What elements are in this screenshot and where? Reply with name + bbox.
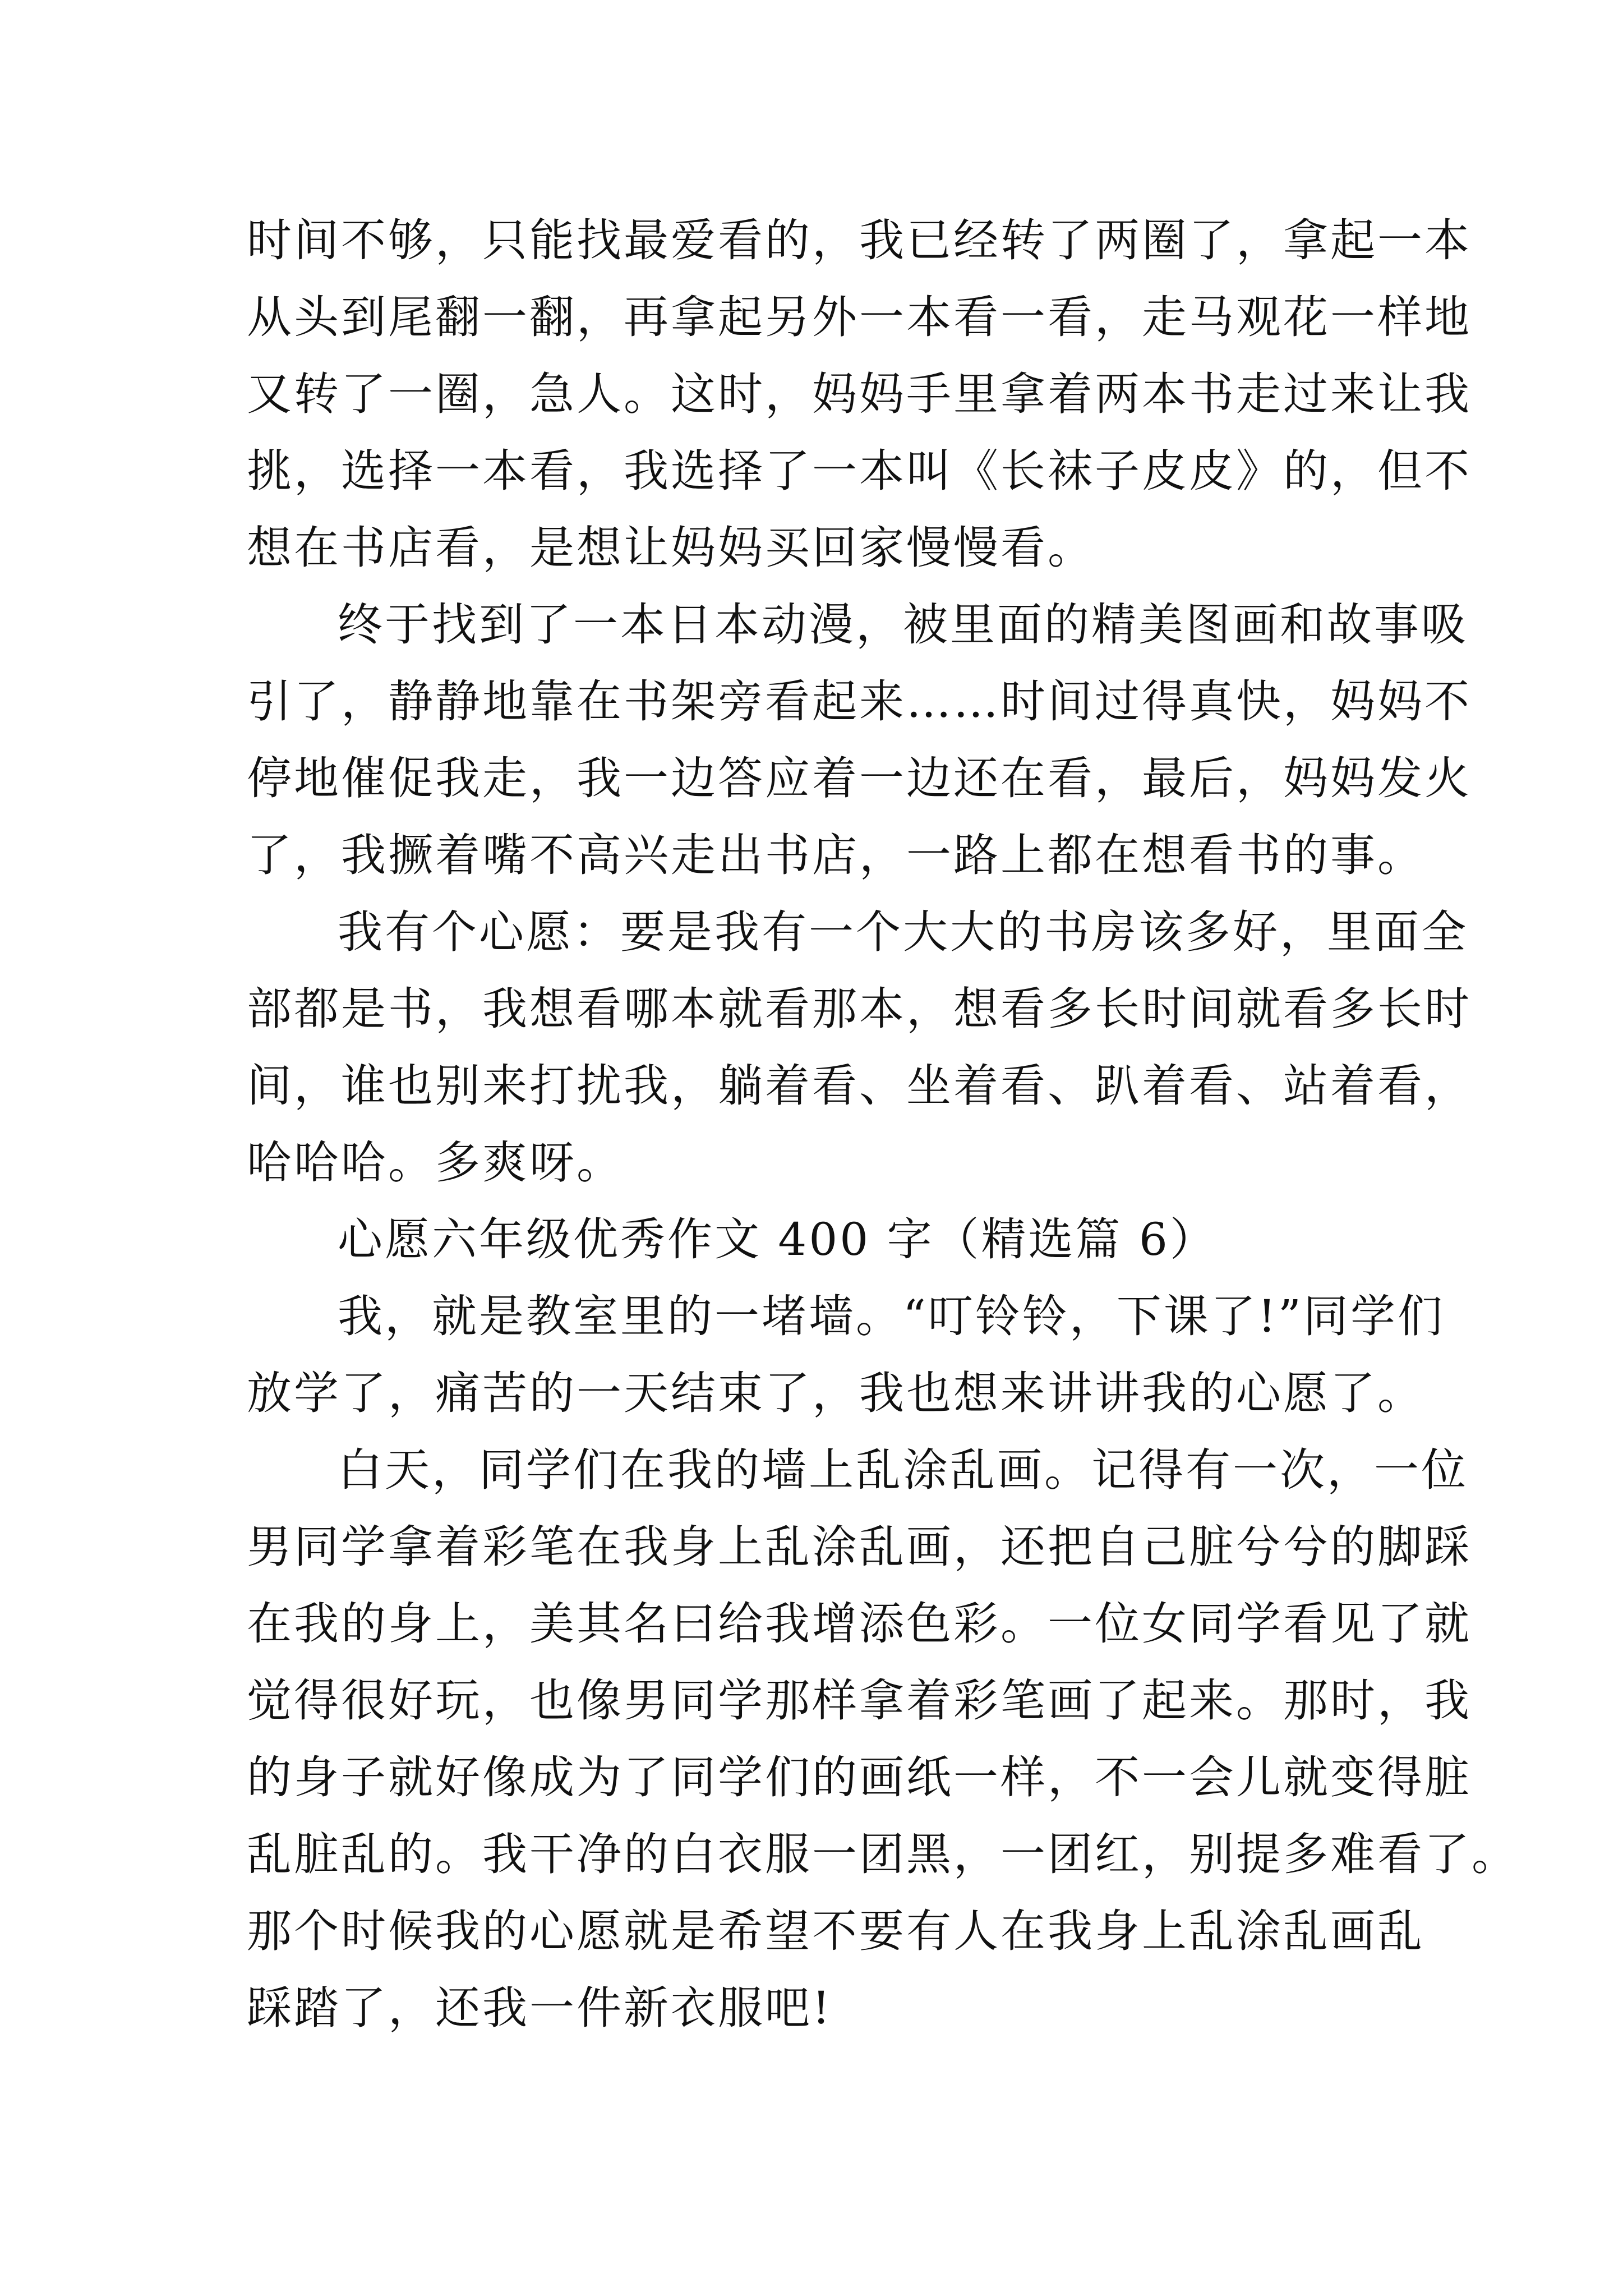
text-line: 间，谁也别来打扰我，躺着看、坐着看、趴着看、站着看， xyxy=(247,1060,1472,1112)
text-line: 部都是书，我想看哪本就看那本，想看多长时间就看多长时 xyxy=(247,983,1472,1035)
text-line: 那个时候我的心愿就是希望不要有人在我身上乱涂乱画乱 xyxy=(247,1905,1424,1957)
paragraph-start-line: 终于找到了一本日本动漫，被里面的精美图画和故事吸 xyxy=(338,599,1468,651)
text-line: 哈哈哈。多爽呀。 xyxy=(247,1137,624,1189)
text-line: 又转了一圈，急人。这时，妈妈手里拿着两本书走过来让我 xyxy=(247,368,1472,420)
paragraph-start-line: 我，就是教室里的一堵墙。“叮铃铃，下课了!”同学们 xyxy=(338,1290,1445,1342)
text-line: 了，我撅着嘴不高兴走出书店，一路上都在想看书的事。 xyxy=(247,829,1424,881)
text-line: 时间不够，只能找最爱看的，我已经转了两圈了，拿起一本 xyxy=(247,214,1472,266)
text-line: 踩踏了，还我一件新衣服吧! xyxy=(247,1982,833,2034)
text-line: 男同学拿着彩笔在我身上乱涂乱画，还把自己脏兮兮的脚踩 xyxy=(247,1521,1472,1573)
text-line: 引了，静静地靠在书架旁看起来……时间过得真快，妈妈不 xyxy=(247,675,1472,728)
text-line: 想在书店看，是想让妈妈买回家慢慢看。 xyxy=(247,522,1095,574)
text-line: 在我的身上，美其名曰给我增添色彩。一位女同学看见了就 xyxy=(247,1598,1472,1650)
paragraph-start-line: 我有个心愿：要是我有一个大大的书房该多好，里面全 xyxy=(338,906,1468,958)
text-line: 的身子就好像成为了同学们的画纸一样，不一会儿就变得脏 xyxy=(247,1751,1472,1803)
text-line: 停地催促我走，我一边答应着一边还在看，最后，妈妈发火 xyxy=(247,752,1472,804)
text-line: 乱脏乱的。我干净的白衣服一团黑，一团红，别提多难看了。 xyxy=(247,1828,1519,1880)
text-line: 从头到尾翻一翻，再拿起另外一本看一看，走马观花一样地 xyxy=(247,291,1472,343)
section-heading: 心愿六年级优秀作文 400 字（精选篇 6） xyxy=(338,1213,1217,1266)
text-line: 放学了，痛苦的一天结束了，我也想来讲讲我的心愿了。 xyxy=(247,1367,1424,1419)
document-body xyxy=(247,202,1519,2046)
text-line: 挑，选择一本看，我选择了一本叫《长袜子皮皮》的，但不 xyxy=(247,445,1472,497)
text-line: 觉得很好玩，也像男同学那样拿着彩笔画了起来。那时，我 xyxy=(247,1674,1472,1727)
paragraph-start-line: 白天，同学们在我的墙上乱涂乱画。记得有一次，一位 xyxy=(338,1444,1468,1496)
